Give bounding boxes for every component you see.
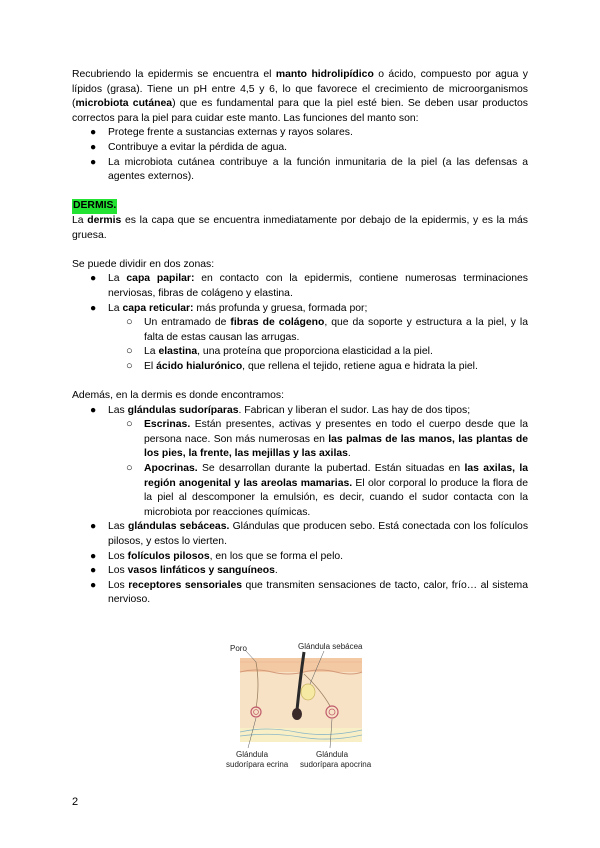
dermis-definition: La dermis es la capa que se encuentra inmediatamente por debajo de la epidermis, y es la más gruesa. bbox=[72, 214, 528, 241]
label-eccrine-1: Glándula bbox=[236, 750, 269, 759]
list-item: ● Contribuye a evitar la pérdida de agua. bbox=[90, 141, 288, 153]
zones-intro: Se puede dividir en dos zonas: bbox=[72, 258, 215, 270]
list-item: ○ Un entramado de fibras de colágeno, que da soporte y estructura a la piel, y la falta de estas causan las arrugas. bbox=[126, 316, 528, 343]
list-item: ○ La elastina, una proteína que proporciona elasticidad a la piel. bbox=[126, 345, 433, 358]
list-item: ○ El ácido hialurónico, que rellena el tejido, retiene agua e hidrata la piel. bbox=[126, 359, 478, 372]
list-item: ● Protege frente a sustancias externas y rayos solares. bbox=[90, 127, 353, 139]
list-item: ● Las glándulas sudoríparas. Fabrican y liberan el sudor. Las hay de dos tipos; bbox=[90, 404, 471, 416]
label-sebaceous-gland: Glándula sebácea bbox=[298, 642, 363, 651]
dermis-contents-list bbox=[72, 404, 528, 608]
intro-paragraph: Recubriendo la epidermis se encuentra el manto hidrolipídico o ácido, compuesto por agua y lípidos (grasa). Tiene un pH entre 4,5 y 6, lo que favorece el crecimiento de microorganismos (microbiota cutánea) que es fundamental para que la piel esté bien. Se deben usar productos correctos para la piel para cuidar este manto. Las funciones del manto son: bbox=[72, 69, 528, 124]
page-number: 2 bbox=[72, 796, 79, 808]
label-apocrine-1: Glándula bbox=[316, 750, 349, 759]
list-item: ● Los receptores sensoriales que transmiten sensaciones de tacto, calor, frío… al sistema nervioso. bbox=[90, 579, 528, 606]
also-intro: Además, en la dermis es donde encontramos: bbox=[72, 390, 284, 402]
list-item: ○ Apocrinas. Se desarrollan durante la pubertad. Están situadas en las axilas, la región anogenital y las areolas mamarias. El olor corporal lo produce la flora de la piel al descomponer la emulsión, es decir, cuando el sudor contacta con la microbiota por reacciones químicas. bbox=[126, 462, 528, 518]
list-item: ○ Escrinas. Están presentes, activas y presentes en todo el cuerpo desde que la persona nace. Son más numerosas en las palmas de las manos, las plantas de los pies, la frente, las mejillas y las axilas. bbox=[126, 418, 528, 460]
document-page bbox=[72, 68, 528, 608]
skin-glands-illustration bbox=[226, 640, 376, 780]
list-item: ● La capa papilar: en contacto con la epidermis, contiene numerosas terminaciones nerviosas, fibras de colágeno y elastina. bbox=[90, 273, 528, 299]
list-item: ● La capa reticular: más profunda y gruesa, formada por; bbox=[90, 302, 368, 314]
hypodermis-layer bbox=[240, 728, 362, 742]
list-item: ● La microbiota cutánea contribuye a la función inmunitaria de la piel (a las defensas a agentes externos). bbox=[90, 156, 528, 183]
sebaceous-gland bbox=[301, 684, 315, 700]
manto-functions-list bbox=[72, 126, 528, 184]
dermis-zones-list bbox=[72, 272, 528, 374]
list-item: ● Los folículos pilosos, en los que se forma el pelo. bbox=[90, 550, 344, 562]
dermis-heading: DERMIS. bbox=[72, 199, 117, 214]
list-item: ● Las glándulas sebáceas. Glándulas que producen sebo. Está conectada con los folículos pilosos, y estos lo vierten. bbox=[90, 521, 529, 547]
label-eccrine-2: sudorípara ecrina bbox=[226, 760, 289, 769]
dermis-heading-line bbox=[72, 199, 528, 214]
list-item: ● Los vasos linfáticos y sanguíneos. bbox=[90, 565, 278, 577]
label-apocrine-2: sudorípara apocrina bbox=[300, 760, 372, 769]
label-pore: Poro bbox=[230, 644, 247, 653]
hair-bulb bbox=[292, 708, 302, 720]
skin-diagram bbox=[226, 640, 376, 780]
